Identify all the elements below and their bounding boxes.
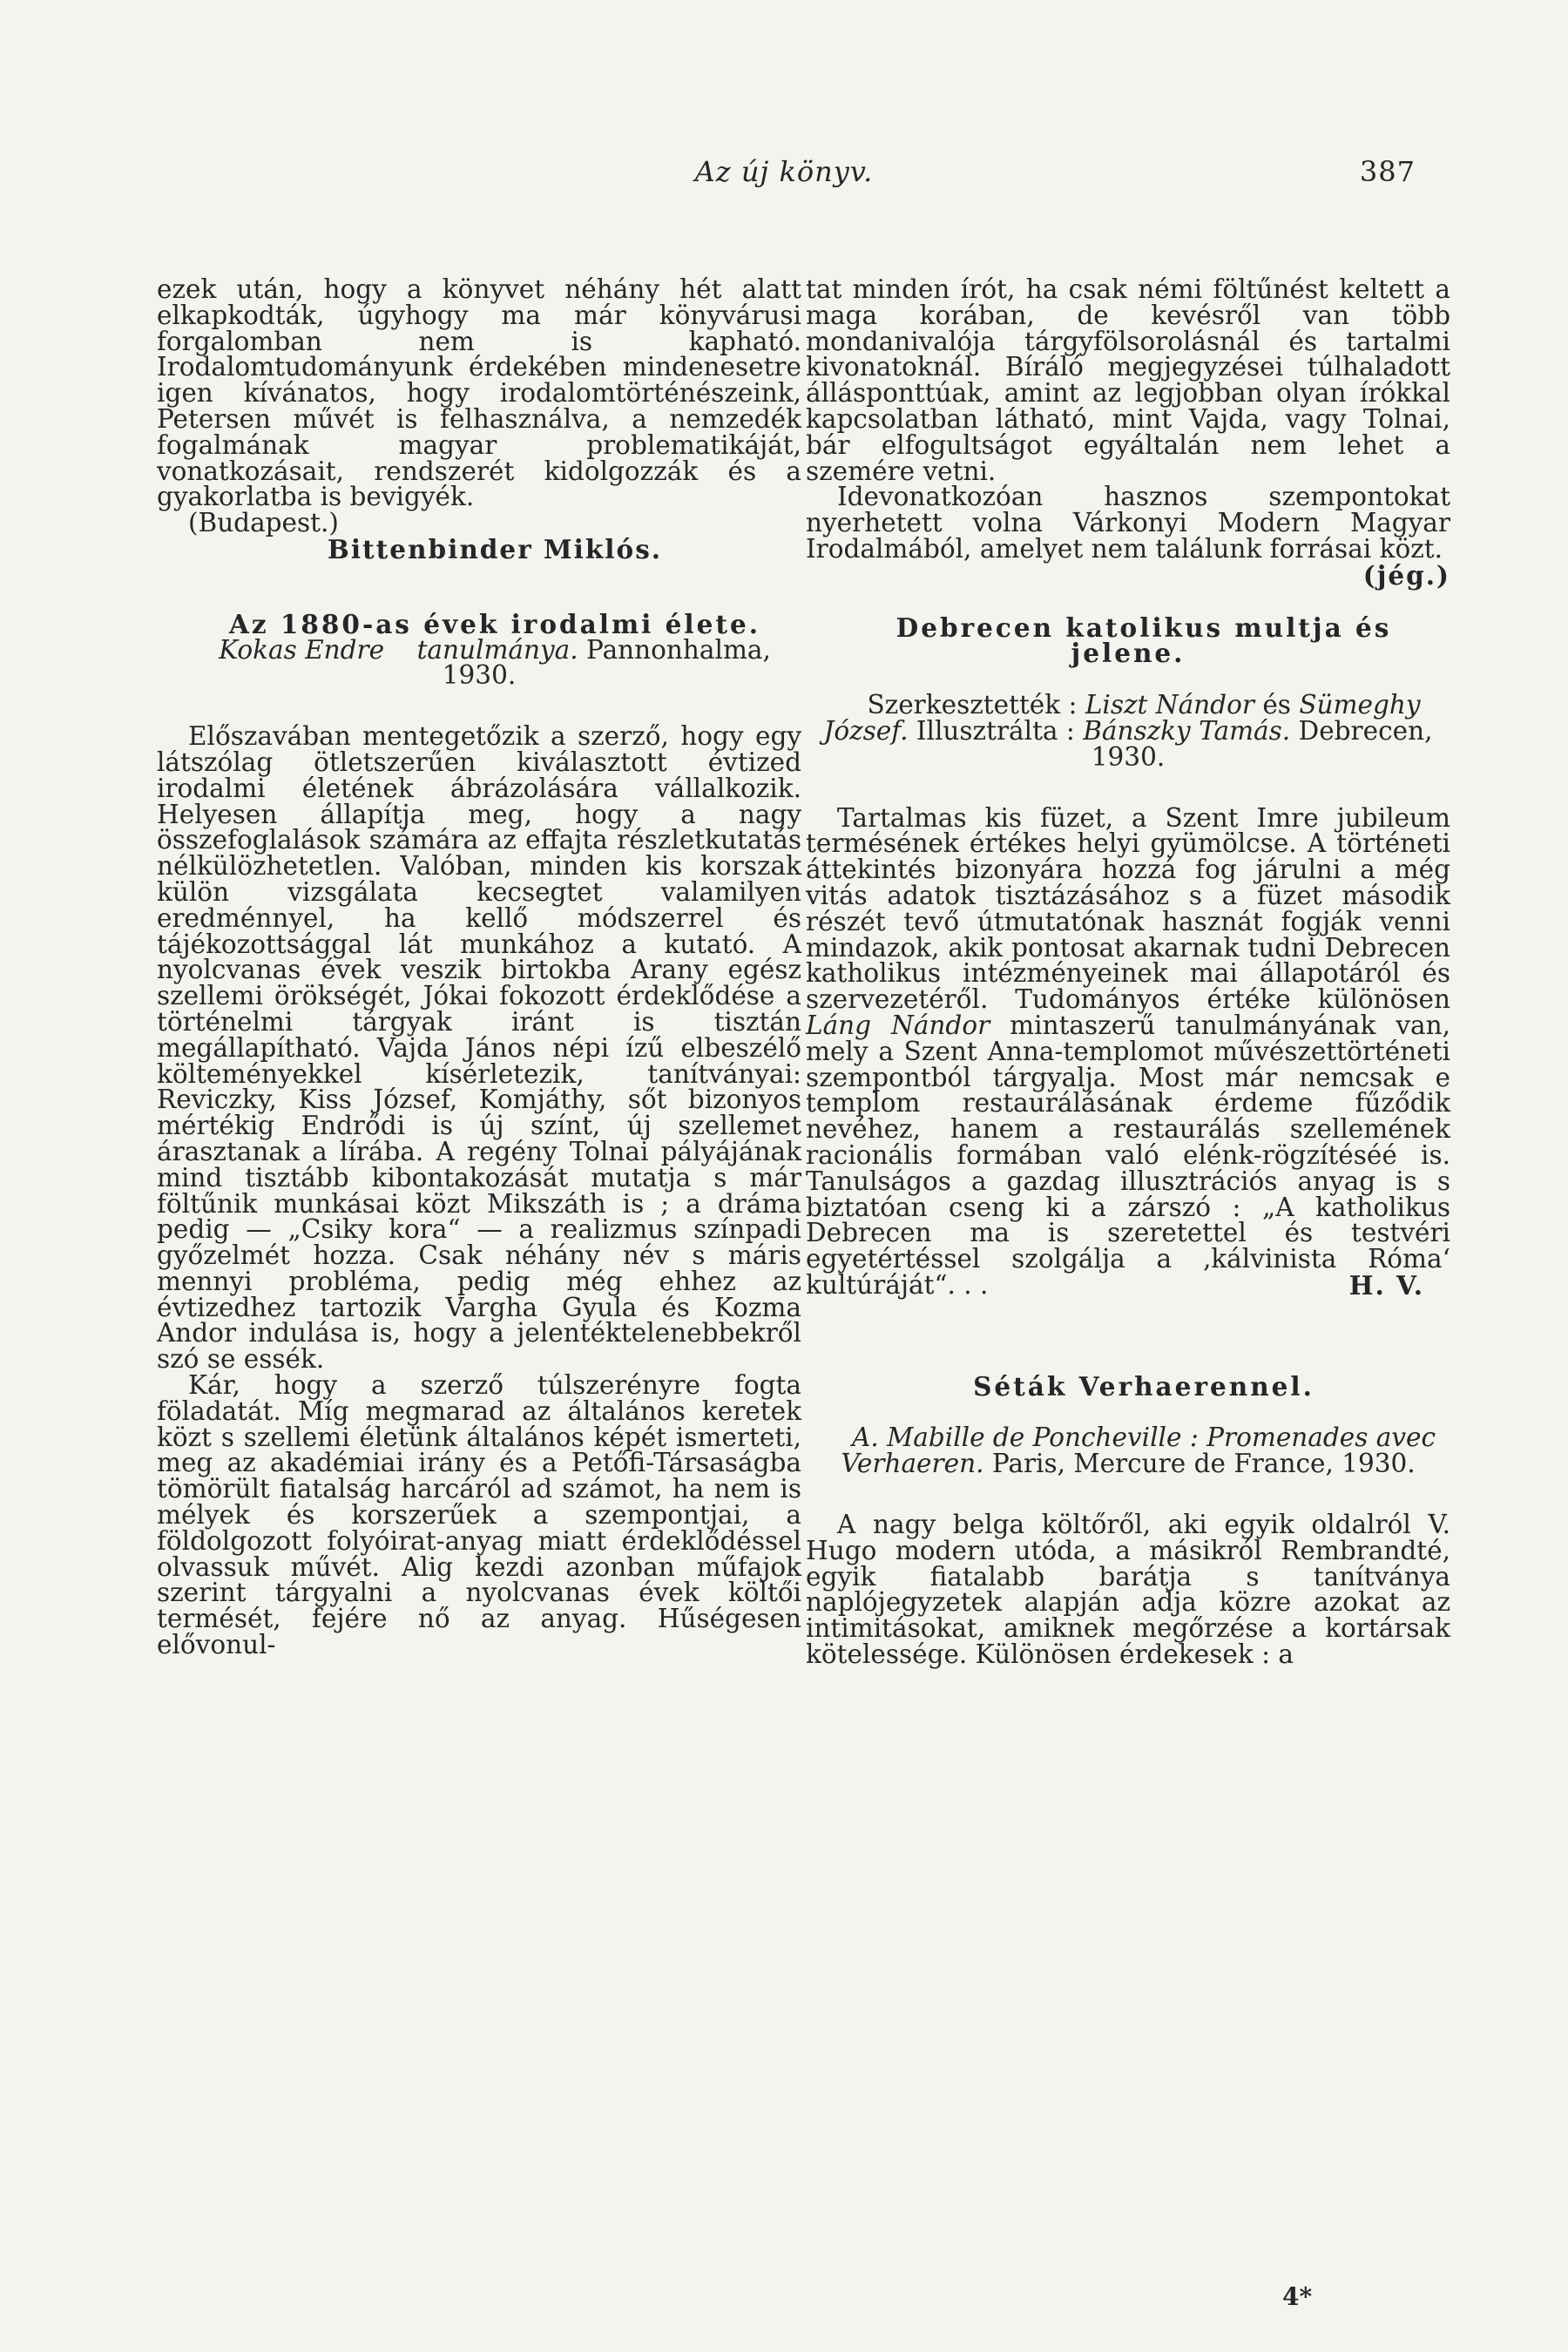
- para3-text-b: mintaszerű tanulmányának van, mely a Szent Anna-templomot művészettörténeti szempontból tárgyalja. Most már nemcsak e templom restaurálásának érdeme fűződik nevéhez, hanem a restaurálás szellemének racionális formában való elénk-rögzítéséé is. Tanulságos a gazdag illusztrációs anyag is s biztatóan cseng ki a zárszó : „A katholikus Debrecen ma is szeretettel és testvéri egyetértéssel szolgálja a ‚kálvinista Róma‘ kultúráját“. . .: [806, 1010, 1450, 1300]
- biblio-place: Pannonhalma, 1930.: [442, 634, 771, 691]
- bibliography-debrecen: [806, 690, 1450, 772]
- biblio-edited-by: Szerkesztették :: [867, 690, 1078, 720]
- right-paragraph-4: A nagy belga költőről, aki egyik oldalról V. Hugo modern utóda, a másikról Rembrandté, egyik fiatalabb barátja s tanítványa naplójegyzetek alapján adja közre azokat az intimitásokat, amiknek megőrzése a kortársak kötelessége. Különösen érdekesek : a: [806, 1510, 1450, 1670]
- review-title-debrecen: Debrecen katolikus multja és jelene.: [896, 612, 1392, 669]
- left-paragraph-3: Kár, hogy a szerző túlszerényre fogta föladatát. Míg megmarad az általános keretek közt s szellemi életünk általános képét ismerteti, meg az akadémiai irány és a Petőfi-Társaságba tömörült fiatalság harcáról ad számot, ha nem is mélyek és korszerűek a szempontjai, a földolgozott folyóirat-anyag miatt érdeklődéssel olvassuk művét. Alig kezdi azonban műfajok szerint tárgyalni a nyolcvanas évek költői termését, fejére nő az anyag. Hűségesen elővonul-: [157, 1370, 801, 1660]
- left-paragraph-1: ezek után, hogy a könyvet néhány hét alatt elkapkodták, úgyhogy ma már könyvárusi forgalomban nem is kapható. Irodalomtudományunk érdekében mindenesetre igen kívánatos, hogy irodalomtörténészeink, Petersen művét is felhasználva, a nemzedék fogalmának magyar problematikáját, vonatkozásait, rendszerét kidolgozzák és a gyakorlatba is bevigyék.: [157, 274, 801, 512]
- biblio-author: Kokas Endre: [219, 634, 385, 665]
- review-signature-jeg: (jég.): [1362, 559, 1450, 591]
- biblio-verhaeren-title: A. Mabille de Poncheville : Promenades avec Verhaeren.: [841, 1423, 1436, 1479]
- biblio-work: tanulmánya.: [416, 634, 578, 665]
- right-paragraph-3: [806, 802, 1450, 1301]
- right-paragraph-1: tat minden írót, ha csak némi föltűnést keltett a maga korában, de kevésről van több mondanivalója tárgyfölsorolásnál és tartalmi kivonatoknál. Bíráló megjegyzései túlhaladott állásponttúak, amint az legjobban olyan írókkal kapcsolatban látható, mint Vajda, vagy Tolnai, bár elfogultságot egyáltalán nem lehet a szemére vetni.: [806, 274, 1450, 486]
- review-title-verhaeren: Séták Verhaerennel.: [973, 1370, 1315, 1402]
- right-paragraph-2: Idevonatkozóan hasznos szempontokat nyerhetett volna Várkonyi Modern Magyar Irodalmából, amelyet nem találunk forrásai közt.: [806, 482, 1450, 564]
- review-signature-1: Bittenbinder Miklós.: [327, 533, 663, 564]
- review-title-1880: Az 1880-as évek irodalmi élete.: [228, 608, 761, 639]
- para3-name: Láng Nándor: [806, 1010, 990, 1040]
- place-note: (Budapest.): [188, 508, 339, 538]
- biblio-place-debrecen: Debrecen, 1930.: [1091, 715, 1433, 772]
- running-head-title: Az új könyv.: [694, 155, 874, 188]
- biblio-illustrator: Bánszky Tamás.: [1083, 715, 1291, 746]
- para3-text-a: Tartalmas kis füzet, a Szent Imre jubileum termésének értékes helyi gyümölcse. A történeti áttekintés bizonyára hozzá fog járulni a még vitás adatok tisztázásához s a füzet második részét tevő útmutatónak hasznát fogják venni mindazok, akik pontosat akarnak tudni Debrecen katholikus intézményeinek mai állapotáról és szervezetéről. Tudományos értéke különösen: [806, 802, 1450, 1015]
- biblio-editor-2: Sümeghy József.: [823, 690, 1421, 746]
- left-paragraph-2: Előszavában mentegetőzik a szerző, hogy egy látszólag ötletszerűen kiválasztott évtized irodalmi életének ábrázolására vállalkozik. Helyesen állapítja meg, hogy a nagy összefoglalások számára az effajta részletkutatás nélkülözhetetlen. Valóban, minden kis korszak külön vizsgálata kecsegtet valamilyen eredménnyel, ha kellő módszerrel és tájékozottsággal lát munkához a kutató. A nyolcvanas évek veszik birtokba Arany egész szellemi örökségét, Jókai fokozott érdeklődése a történelmi tárgyak iránt is tisztán megállapítható. Vajda János népi ízű elbeszélő költeményekkel kísérletezik, tanítványai: Reviczky, Kiss József, Komjáthy, sőt bizonyos mértékig Endrődi is új színt, új szellemet árasztanak a lírába. A regény Tolnai pályájának mind tisztább kibontakozását mutatja s már föltűnik munkásai közt Mikszáth is ; a dráma pedig — „Csiky kora“ — a realizmus színpadi győzelmét hozza. Csak néhány név s máris mennyi probléma, pedig még ehhez az évtizedhez tartozik Vargha Gyula és Kozma Andor indulása is, hogy a jelentéktelenebbekről szó se essék.: [157, 721, 801, 1375]
- bibliography-verhaeren: [806, 1425, 1450, 1477]
- biblio-verhaeren-publisher: Paris, Mercure de France, 1930.: [991, 1449, 1416, 1479]
- biblio-editor-1: Liszt Nándor: [1085, 690, 1254, 720]
- page-number: 387: [1359, 155, 1416, 188]
- right-column: [806, 274, 1450, 1670]
- review-signature-hv: H. V.: [1348, 1269, 1424, 1301]
- left-column: [157, 274, 801, 1660]
- bibliography-1880: [157, 634, 801, 691]
- biblio-illustrated-by: Illusztrálta :: [916, 715, 1075, 746]
- biblio-and: és: [1262, 690, 1291, 720]
- signature-mark: 4*: [1282, 2282, 1313, 2311]
- running-head: [0, 155, 1568, 199]
